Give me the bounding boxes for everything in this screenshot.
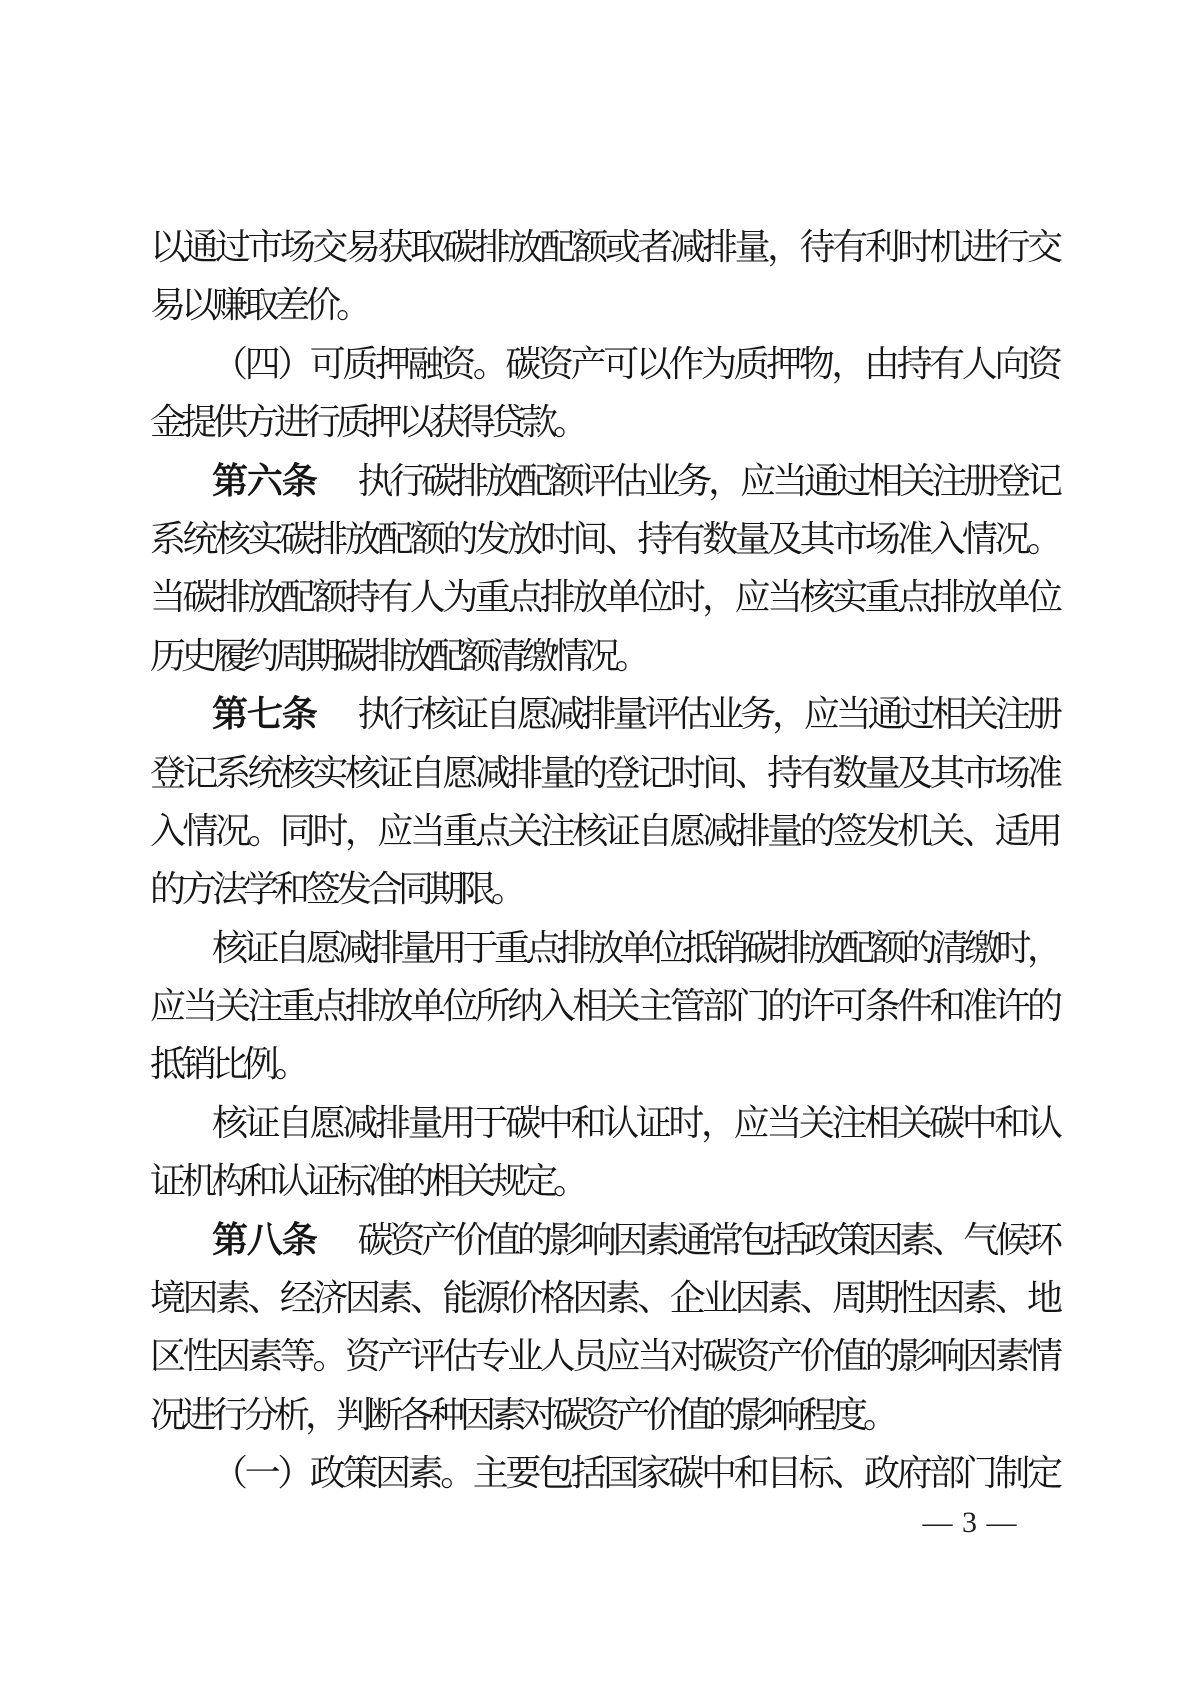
label-gap (317, 492, 357, 493)
line-text: 系统核实碳排放配额的发放时间、持有数量及其市场准入情况。 (150, 518, 1058, 559)
page-number: — 3 — (922, 1506, 1018, 1539)
line-text: 金提供方进行质押以获得贷款。 (150, 402, 585, 443)
text-line (150, 1152, 1058, 1210)
text-line (150, 919, 1058, 977)
line-text: 的方法学和签发合同期限。 (150, 869, 523, 910)
text-line (150, 1327, 1058, 1385)
line-text: 境因素、经济因素、能源价格因素、企业因素、周期性因素、地 (150, 1278, 1058, 1319)
line-text: 以通过市场交易获取碳排放配额或者减排量，待有利时机进行交 (150, 227, 1058, 267)
line-text: 碳资产价值的影响因素通常包括政策因素、气候环 (356, 1219, 1058, 1260)
line-text: 登记系统核实核证自愿减排量的登记时间、持有数量及其市场准 (150, 752, 1058, 793)
text-line (150, 1035, 1058, 1093)
line-text: 证机构和认证标准的相关规定。 (150, 1161, 585, 1202)
line-text: 执行核证自愿减排量评估业务，应当通过相关注册 (356, 694, 1058, 735)
text-line (150, 393, 1058, 451)
article-number-label: 第八条 (212, 1219, 317, 1260)
text-line (150, 1211, 1058, 1269)
text-line (150, 1094, 1058, 1152)
line-text: 抵销比例。 (150, 1044, 306, 1085)
text-line (150, 452, 1058, 510)
label-gap (317, 1251, 357, 1252)
text-line (150, 685, 1058, 743)
text-line (150, 744, 1058, 802)
text-line (150, 860, 1058, 918)
text-line (150, 276, 1058, 334)
document-body (150, 218, 1058, 1503)
text-line (150, 977, 1058, 1035)
text-line (150, 1386, 1058, 1444)
article-number-label: 第七条 (212, 694, 317, 735)
label-gap (317, 725, 357, 726)
line-text: （一）政策因素。主要包括国家碳中和目标、政府部门制定 (212, 1453, 1058, 1494)
text-line (150, 1269, 1058, 1327)
text-line (150, 335, 1058, 393)
line-text: 历史履约周期碳排放配额清缴情况。 (150, 635, 647, 676)
line-text: （四）可质押融资。碳资产可以作为质押物，由持有人向资 (212, 343, 1058, 384)
line-text: 易以赚取差价。 (150, 285, 368, 326)
text-line (150, 218, 1058, 276)
line-text: 执行碳排放配额评估业务，应当通过相关注册登记 (356, 460, 1058, 501)
text-line (150, 802, 1058, 860)
text-line (150, 1444, 1058, 1502)
article-number-label: 第六条 (212, 460, 317, 501)
line-text: 核证自愿减排量用于重点排放单位抵销碳排放配额的清缴时， (212, 927, 1058, 968)
line-text: 应当关注重点排放单位所纳入相关主管部门的许可条件和准许的 (150, 986, 1058, 1027)
line-text: 入情况。同时，应当重点关注核证自愿减排量的签发机关、适用 (150, 810, 1058, 851)
line-text: 当碳排放配额持有人为重点排放单位时，应当核实重点排放单位 (150, 577, 1058, 618)
text-line (150, 627, 1058, 685)
line-text: 区性因素等。资产评估专业人员应当对碳资产价值的影响因素情 (150, 1336, 1058, 1377)
text-line (150, 510, 1058, 568)
text-line (150, 568, 1058, 626)
line-text: 况进行分析，判断各种因素对碳资产价值的影响程度。 (150, 1394, 895, 1435)
line-text: 核证自愿减排量用于碳中和认证时，应当关注相关碳中和认 (212, 1102, 1058, 1143)
